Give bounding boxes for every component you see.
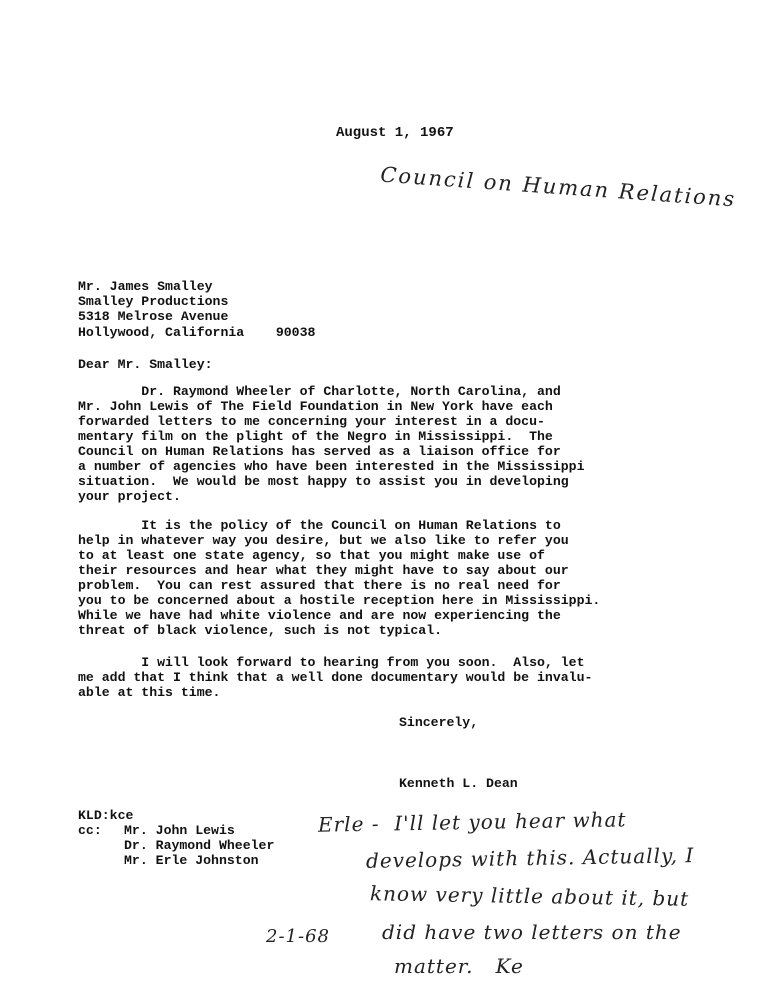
- paragraph-line: help in whatever way you desire, but we also like to refer you: [78, 533, 569, 548]
- paragraph-line: your project.: [78, 489, 181, 504]
- handwritten-header-annotation: Council on Human Relations: [379, 162, 737, 212]
- address-line: Hollywood, California 90038: [78, 325, 316, 340]
- handwritten-note-line: develops with this. Actually, I: [365, 843, 695, 873]
- handwritten-date: 2-1-68: [266, 926, 330, 947]
- paragraph-line: their resources and hear what they might have to say about our: [78, 563, 569, 578]
- paragraph-line: mentary film on the plight of the Negro in Mississippi. The: [78, 429, 553, 444]
- cc-recipient: Dr. Raymond Wheeler: [124, 838, 275, 853]
- paragraph-line: problem. You can rest assured that there is no real need for: [78, 578, 561, 593]
- paragraph-line: While we have had white violence and are now experiencing the: [78, 608, 561, 623]
- address-line: Mr. James Smalley: [78, 279, 213, 294]
- letter-date: August 1, 1967: [336, 125, 454, 141]
- paragraph-line: threat of black violence, such is not typical.: [78, 623, 443, 638]
- handwritten-note-line: Erle - I'll let you hear what: [317, 807, 627, 837]
- handwritten-note-line: know very little about it, but: [369, 881, 690, 911]
- paragraph-line: a number of agencies who have been interested in the Mississippi: [78, 459, 585, 474]
- paragraph-line: Dr. Raymond Wheeler of Charlotte, North Carolina, and: [78, 384, 561, 399]
- address-line: 5318 Melrose Avenue: [78, 309, 229, 324]
- paragraph-line: you to be concerned about a hostile reception here in Mississippi.: [78, 593, 601, 608]
- paragraph-line: forwarded letters to me concerning your interest in a docu-: [78, 414, 545, 429]
- salutation: Dear Mr. Smalley:: [78, 357, 213, 372]
- paragraph-line: able at this time.: [78, 685, 221, 700]
- paragraph-line: I will look forward to hearing from you soon. Also, let: [78, 655, 585, 670]
- closing: Sincerely,: [399, 715, 479, 730]
- paragraph-line: to at least one state agency, so that you might make use of: [78, 548, 545, 563]
- paragraph-line: situation. We would be most happy to assist you in developing: [78, 474, 569, 489]
- signer-name: Kenneth L. Dean: [399, 776, 518, 791]
- cc-label: cc:: [78, 823, 102, 838]
- address-line: Smalley Productions: [78, 294, 229, 309]
- paragraph-line: Council on Human Relations has served as a liaison office for: [78, 444, 561, 459]
- cc-recipient: Mr. Erle Johnston: [124, 853, 259, 868]
- handwritten-note-line: did have two letters on the: [382, 920, 682, 944]
- handwritten-note-line: matter. Ke: [394, 954, 524, 978]
- handwritten-note: [317, 807, 758, 985]
- cc-recipient: Mr. John Lewis: [124, 823, 235, 838]
- paragraph-line: me add that I think that a well done documentary would be invalu-: [78, 670, 593, 685]
- typist-initials: KLD:kce: [78, 808, 134, 823]
- paragraph-line: It is the policy of the Council on Human Relations to: [78, 518, 561, 533]
- paragraph-line: Mr. John Lewis of The Field Foundation in New York have each: [78, 399, 553, 414]
